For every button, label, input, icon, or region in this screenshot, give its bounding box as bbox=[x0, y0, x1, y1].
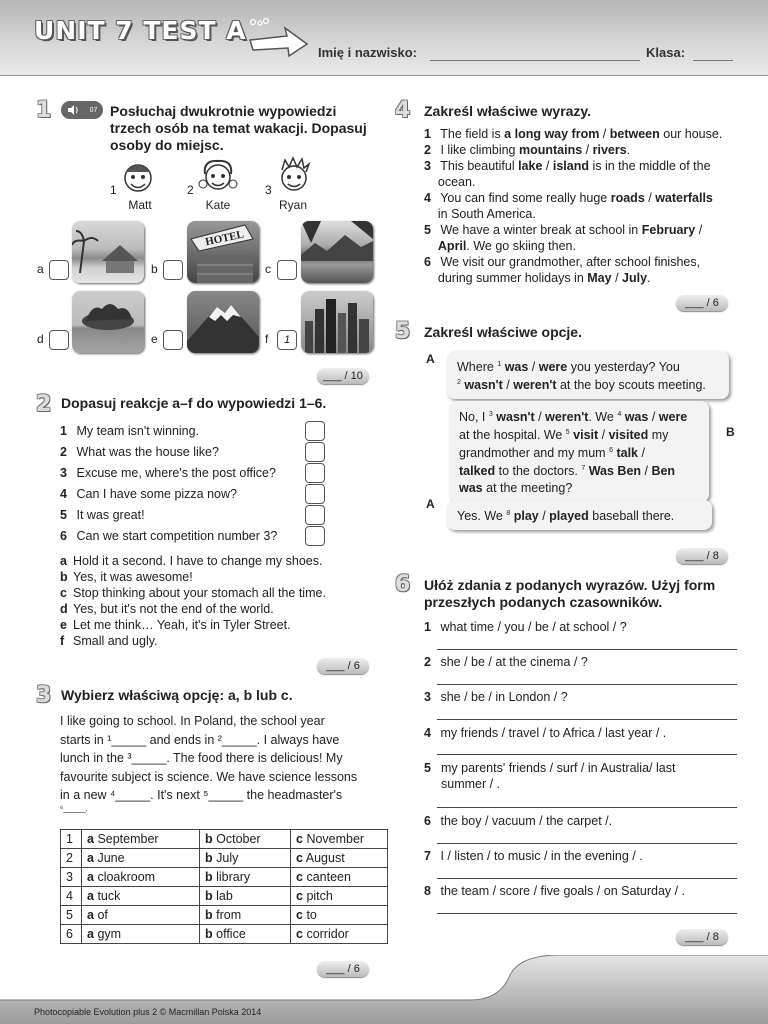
choice-item: 5 We have a winter break at school in February / April. We go skiing then. bbox=[424, 223, 703, 253]
exercise-3-number: 3 bbox=[36, 683, 52, 708]
photo-letter: a bbox=[37, 262, 44, 276]
speech-bubble: Yes. We $^8$ play / played baseball there. bbox=[447, 500, 712, 530]
table-row: 2 a June b July c August bbox=[61, 849, 388, 868]
answer-box-2-1[interactable] bbox=[305, 421, 325, 441]
class-field[interactable] bbox=[693, 60, 733, 61]
speaker-label: A bbox=[426, 497, 435, 511]
statement-item: 2 What was the house like? bbox=[60, 445, 219, 459]
name-label: Imię i nazwisko: bbox=[318, 45, 417, 60]
table-row: 6 a gym b office c corridor bbox=[61, 925, 388, 944]
exercise-5-title: Zakreśl właściwe opcje. bbox=[424, 324, 582, 340]
answer-line[interactable] bbox=[437, 843, 737, 844]
table-row: 1 a September b October c November bbox=[61, 830, 388, 849]
island-photo bbox=[72, 291, 144, 353]
photo-letter: e bbox=[151, 332, 158, 346]
exercise-1-score[interactable]: ___ / 10 bbox=[317, 368, 369, 384]
answer-line[interactable] bbox=[437, 649, 737, 650]
arrow-icon bbox=[245, 18, 315, 58]
photo-letter: d bbox=[37, 332, 44, 346]
footer-copyright: Photocopiable Evolution plus 2 © Macmillan Polska 2014 bbox=[34, 1007, 262, 1017]
answer-box-f[interactable]: 1 bbox=[277, 330, 297, 350]
exercise-4-title: Zakreśl właściwe wyrazy. bbox=[424, 103, 592, 119]
speech-bubble: No, I $^3$ wasn't / weren't. We $^4$ was / were at the hospital. We $^5$ visit / visited my grandmother and my mum $^6$ talk / talked to the doctors. $^7$ Was Ben / Ben was at the meeting? bbox=[449, 401, 709, 502]
speaker-label: B bbox=[726, 425, 735, 439]
beach-house-photo bbox=[72, 221, 144, 283]
person-number: 1 bbox=[110, 183, 117, 197]
name-field[interactable] bbox=[430, 60, 640, 61]
answer-box-2-5[interactable] bbox=[305, 505, 325, 525]
girl-face-icon bbox=[197, 156, 239, 196]
sentence-prompt: 7 I / listen / to music / in the evening / . bbox=[424, 849, 643, 863]
snowy-mountain-photo bbox=[187, 291, 259, 353]
text-line: ⁶_____. bbox=[60, 803, 88, 813]
exercise-1-title-text: Posłuchaj dwukrotnie wypowiedzi trzech osób na temat wakacji. Dopasuj osoby do miejsc. bbox=[110, 103, 367, 153]
person-number: 3 bbox=[265, 183, 272, 197]
exercise-3-title: Wybierz właściwą opcję: a, b lub c. bbox=[61, 687, 293, 703]
reaction-item: f Small and ugly. bbox=[60, 634, 158, 648]
person-name: Matt bbox=[128, 198, 152, 212]
sentence-prompt: 1 what time / you / be / at school / ? bbox=[424, 620, 627, 634]
exercise-4-number: 4 bbox=[395, 98, 411, 123]
choice-item: 6 We visit our grandmother, after school finishes, during summer holidays in May / July. bbox=[424, 255, 701, 285]
reaction-item: c Stop thinking about your stomach all the time. bbox=[60, 586, 326, 600]
text-line: favourite subject is science. We have science lessons bbox=[60, 769, 358, 784]
choice-item: 1 The field is a long way from / between our house. bbox=[424, 127, 723, 141]
reaction-item: d Yes, but it's not the end of the world. bbox=[60, 602, 274, 616]
boy-face-icon bbox=[118, 158, 158, 196]
exercise-3-score[interactable]: ___ / 6 bbox=[317, 961, 369, 977]
table-row: 5 a of b from c to bbox=[61, 906, 388, 925]
reaction-item: a Hold it a second. I have to change my shoes. bbox=[60, 554, 323, 568]
person-number: 2 bbox=[187, 183, 194, 197]
sentence-prompt: 6 the boy / vacuum / the carpet /. bbox=[424, 814, 613, 828]
choice-item: 2 I like climbing mountains / rivers. bbox=[424, 143, 631, 157]
sentence-prompt: 2 she / be / at the cinema / ? bbox=[424, 655, 588, 669]
mountain-lake-photo bbox=[301, 221, 373, 283]
exercise-2-number: 2 bbox=[36, 392, 52, 417]
answer-line[interactable] bbox=[437, 684, 737, 685]
options-table bbox=[60, 829, 388, 944]
photo-letter: b bbox=[151, 262, 158, 276]
sentence-prompt: 4 my friends / travel / to Africa / last year / . bbox=[424, 726, 667, 740]
unit-title: UNIT 7 TEST A bbox=[34, 16, 247, 45]
choice-item: 3 This beautiful lake / island is in the middle of the ocean. bbox=[424, 159, 711, 189]
answer-line[interactable] bbox=[437, 878, 737, 879]
answer-box-a[interactable] bbox=[49, 260, 69, 280]
answer-line[interactable] bbox=[437, 719, 737, 720]
answer-box-2-6[interactable] bbox=[305, 526, 325, 546]
answer-box-2-3[interactable] bbox=[305, 463, 325, 483]
statement-item: 4 Can I have some pizza now? bbox=[60, 487, 237, 501]
class-label: Klasa: bbox=[646, 45, 686, 60]
choice-item: 4 You can find some really huge roads / waterfalls in South America. bbox=[424, 191, 713, 221]
statement-item: 5 It was great! bbox=[60, 508, 145, 522]
exercise-2-title: Dopasuj reakcje a–f do wypowiedzi 1–6. bbox=[61, 395, 327, 411]
exercise-1-number: 1 bbox=[36, 98, 52, 123]
exercise-4-score[interactable]: ___ / 6 bbox=[676, 295, 728, 311]
answer-box-e[interactable] bbox=[163, 330, 183, 350]
hotel-sign-text: HOTEL bbox=[204, 228, 245, 249]
city-skyline-photo bbox=[301, 291, 373, 353]
sentence-prompt: 3 she / be / in London / ? bbox=[424, 690, 568, 704]
text-line: I like going to school. In Poland, the school year bbox=[60, 714, 325, 728]
sentence-prompt: 5 my parents' friends / surf / in Australia/ last summer / . bbox=[424, 761, 676, 791]
answer-box-2-2[interactable] bbox=[305, 442, 325, 462]
table-row: 3 a cloakroom b library c canteen bbox=[61, 868, 388, 887]
statement-item: 3 Excuse me, where's the post office? bbox=[60, 466, 276, 480]
exercise-6-title: Ułóż zdania z podanych wyrazów. Użyj form przeszłych podanych czasowników. bbox=[424, 577, 716, 610]
statement-item: 6 Can we start competition number 3? bbox=[60, 529, 278, 543]
track-number: 07 bbox=[89, 106, 98, 114]
answer-line[interactable] bbox=[437, 913, 737, 914]
boy-spiky-face-icon bbox=[273, 156, 315, 196]
exercise-2-score[interactable]: ___ / 6 bbox=[317, 658, 369, 674]
answer-box-b[interactable] bbox=[163, 260, 183, 280]
answer-line[interactable] bbox=[437, 754, 737, 755]
answer-box-c[interactable] bbox=[277, 260, 297, 280]
speech-bubble: Where $^1$ was / were you yesterday? You $^2$ wasn't / weren't at the boy scouts meeting. bbox=[447, 351, 729, 399]
person-name: Kate bbox=[205, 198, 231, 212]
exercise-5-score[interactable]: ___ / 8 bbox=[676, 548, 728, 564]
exercise-1-title bbox=[110, 103, 370, 154]
answer-box-2-4[interactable] bbox=[305, 484, 325, 504]
answer-line[interactable] bbox=[437, 807, 737, 808]
hotel-photo bbox=[187, 221, 259, 283]
answer-box-d[interactable] bbox=[49, 330, 69, 350]
exercise-6-number: 6 bbox=[395, 572, 411, 597]
reaction-item: e Let me think… Yeah, it's in Tyler Street. bbox=[60, 618, 291, 632]
text-line: in a new ⁴_____. It's next ⁵_____ the headmaster's bbox=[60, 788, 343, 802]
text-line: starts in ¹_____ and ends in ²_____. I always have bbox=[60, 732, 340, 747]
statement-item: 1 My team isn't winning. bbox=[60, 424, 200, 438]
table-row: 4 a tuck b lab c pitch bbox=[61, 887, 388, 906]
audio-track-badge[interactable] bbox=[61, 101, 103, 119]
person-name: Ryan bbox=[278, 198, 307, 212]
text-line: lunch in the ³_____. The food there is delicious! My bbox=[60, 751, 343, 765]
speaker-icon bbox=[67, 104, 79, 116]
reaction-item: b Yes, it was awesome! bbox=[60, 570, 193, 584]
gap-fill-text bbox=[60, 712, 380, 813]
photo-letter: c bbox=[265, 262, 271, 276]
speaker-label: A bbox=[426, 352, 435, 366]
sentence-prompt: 8 the team / score / five goals / on Saturday / . bbox=[424, 884, 686, 898]
exercise-6-score[interactable]: ___ / 8 bbox=[676, 929, 728, 945]
photo-letter: f bbox=[265, 332, 269, 346]
exercise-5-number: 5 bbox=[395, 319, 411, 344]
